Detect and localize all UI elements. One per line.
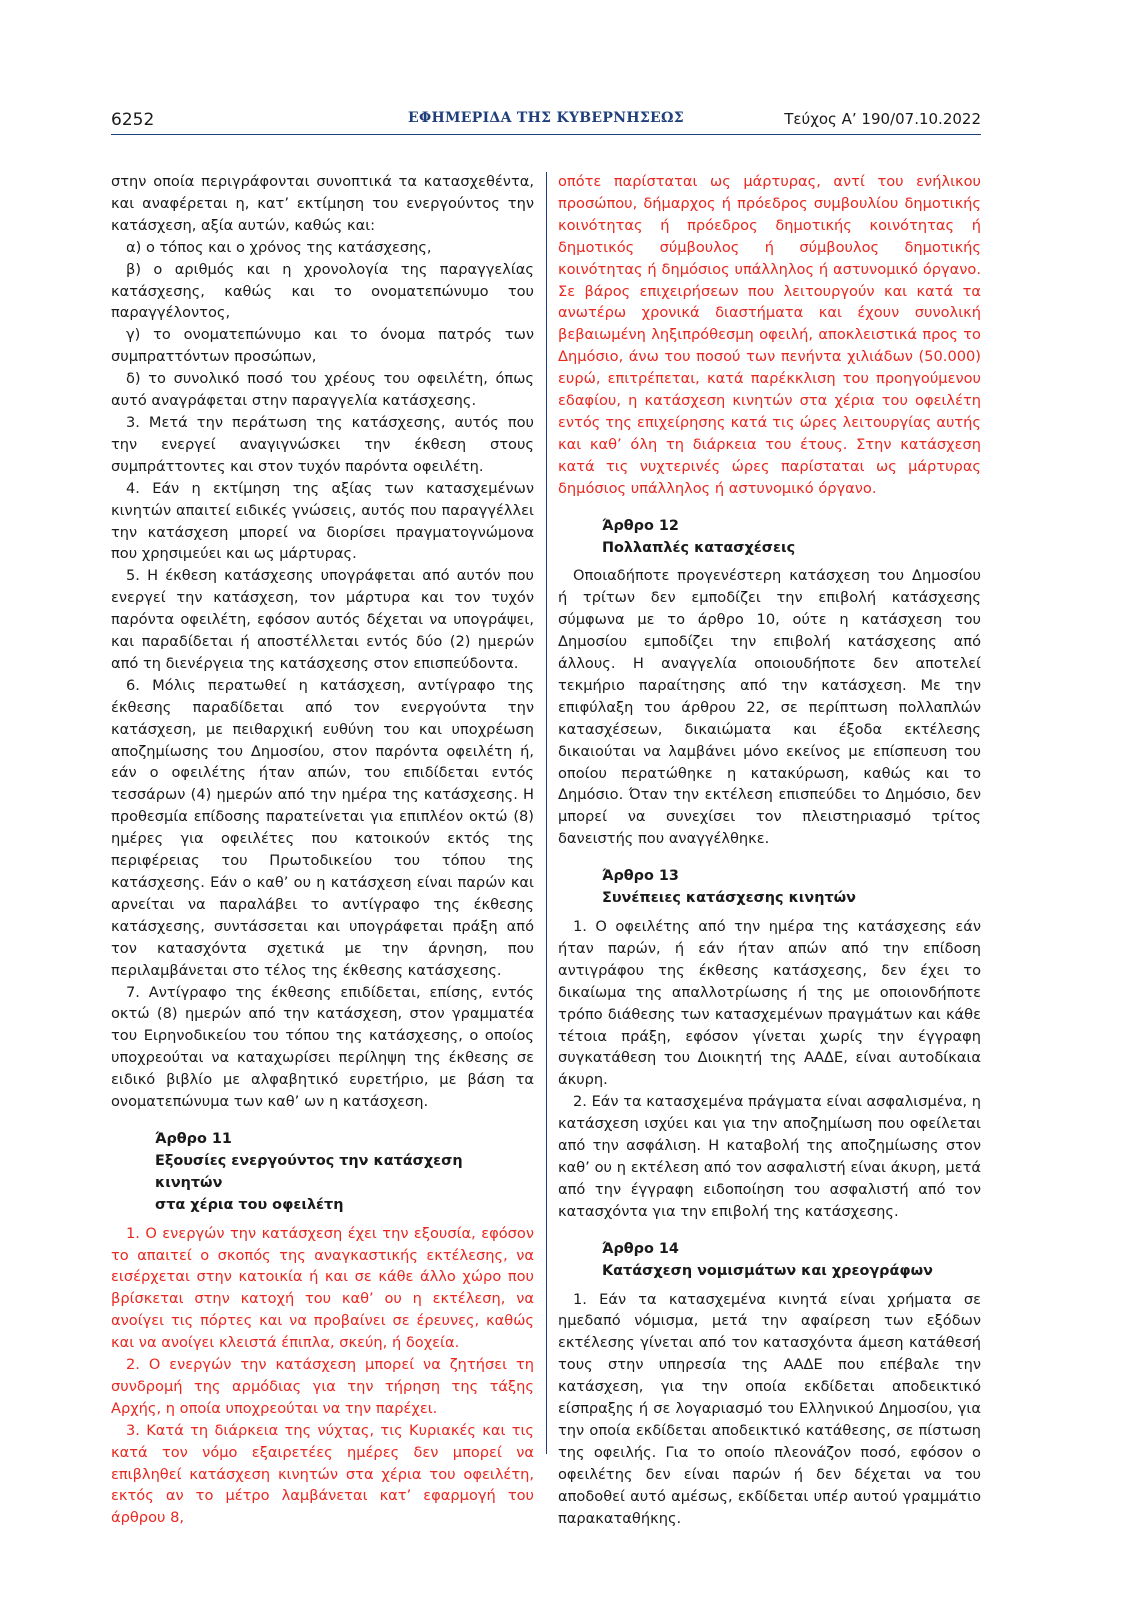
right-column [558,171,981,1529]
paragraph: Οποιαδήποτε προγενέστερη κατάσχεση του Δημοσίου ή τρίτων δεν εμποδίζει την επιβολή κατάσχεσης σύμφωνα με το άρθρο 10, ούτε η κατάσχεση του Δημοσίου εμποδίζει την επιβολή κατάσχεσης από άλλους. Η αναγγελία οποιουδήποτε δεν αποτελεί τεκμήριο παραίτησης από την κατάσχεση. Με την επιφύλαξη του άρθρου 22, σε περίπτωση πολλαπλών κατασχέσεων, δικαιώματα και έξοδα εκτέλεσης δικαιούται να λαμβάνει μόνο εκείνος με επίσπευση του οποίου περατώθηκε η κατακύρωση, καθώς και το Δημόσιο. Όταν την εκτέλεση επισπεύδει το Δημόσιο, δεν μπορεί να συνεχίσει τον πλειστηριασμό τρίτος δανειστής που αναγγέλθηκε. [558,567,981,848]
paragraph: 7. Αντίγραφο της έκθεσης επιδίδεται, επίσης, εντός οκτώ (8) ημερών από την κατάσχεση, στον γραμματέα του Ειρηνοδικείου του τόπου της κατάσχεσης, ο οποίος υποχρεούται να καταχωρίσει περίληψη της έκθεσης σε ειδικό βιβλίο με αλφαβητικό ευρετήριο, με βάση τα ονοματεπώνυμα των καθ’ ων η κατάσχεση. [111,983,534,1111]
article-13-heading [558,866,981,910]
article-11-heading [111,1129,534,1217]
article-14-heading [558,1239,981,1283]
paragraph: 2. Εάν τα κατασχεμένα πράγματα είναι ασφαλισμένα, η κατάσχεση ισχύει και για την αποζημίωση που οφείλεται από την ασφάλιση. Η καταβολή της αποζημίωσης στον καθ’ ου η εκτέλεση από τον ασφαλιστή είναι άκυρη, μετά από την έγγραφη ειδοποίηση του ασφαλιστή από τον κατασχόντα για την επιβολή της κατάσχεσης. [558,1093,981,1220]
paragraph: 4. Εάν η εκτίμηση της αξίας των κατασχεμένων κινητών απαιτεί ειδικές γνώσεις, αυτός που παραγγέλλει την κατάσχεση μπορεί να διορίσει πραγματογνώμονα που χρησιμεύει και ως μάρτυρας. [111,479,534,563]
paragraph: 6. Μόλις περατωθεί η κατάσχεση, αντίγραφο της έκθεσης παραδίδεται από τον ενεργούντα την κατάσχεση, με πειθαρχική ευθύνη του και υποχρέωση αποζημίωσης του Δημοσίου, στον παρόντα οφειλέτη ή, εάν ο οφειλέτης ήταν απών, του επιδίδεται εντός τεσσάρων (4) ημερών από την ημέρα της κατάσχεσης. Η προθεσμία επίδοσης παρατείνεται για επιπλέον οκτώ (8) ημέρες για οφειλέτες που κατοικούν εκτός της περιφέρειας του Πρωτοδικείου του τόπου της κατάσχεσης. Εάν ο καθ’ ου η κατάσχεση είναι παρών και αρνείται να παραλάβει το αντίγραφο της έκθεσης κατάσχεσης, συντάσσεται και υπογράφεται πράξη από τον κατασχόντα σχετικά με την άρνηση, που περιλαμβάνεται στο τέλος της έκθεσης κατάσχεσης. [111,676,534,979]
article-number: Άρθρο 11 [155,1130,232,1147]
article-number: Άρθρο 12 [602,517,679,534]
article-title: Εξουσίες ενεργούντος την κατάσχεση κινητών [155,1152,463,1191]
paragraph: δ) το συνολικό ποσό του χρέους του οφειλέτη, όπως αυτό αναγράφεται στην παραγγελία κατάσχεσης. [111,370,534,410]
paragraph: 3. Μετά την περάτωση της κατάσχεσης, αυτός που την ενεργεί αναγιγνώσκει την έκθεση στους συμπράττοντες και στον τυχόν παρόντα οφειλέτη. [111,413,534,475]
article-title: Κατάσχεση νομισμάτων και χρεογράφων [602,1262,933,1279]
article-title: στα χέρια του οφειλέτη [155,1196,344,1213]
article-title: Συνέπειες κατάσχεσης κινητών [602,890,856,907]
article-number: Άρθρο 14 [602,1240,679,1257]
page-number: 6252 [111,110,155,130]
column-divider [546,172,547,1454]
paragraph: 1. Ο οφειλέτης από την ημέρα της κατάσχεσης εάν ήταν παρών, ή εάν ήταν απών από την επίδοση αντιγράφου της έκθεσης κατάσχεσης, δεν έχει το δικαίωμα της απαλλοτρίωσης ή της με οποιονδήποτε τρόπο διάθεσης των κατασχεμένων πραγμάτων και κάθε τέτοια πράξη, εφόσον γίνεται χωρίς την έγγραφη συγκατάθεση του Διοικητή της ΑΑΔΕ, είναι αυτοδίκαια άκυρη. [558,918,981,1089]
article-title: Πολλαπλές κατασχέσεις [602,539,796,556]
amended-paragraph: 1. Ο ενεργών την κατάσχεση έχει την εξουσία, εφόσον το απαιτεί ο σκοπός της αναγκαστικής εκτέλεσης, να εισέρχεται στην κατοικία ή και σε κάθε άλλο χώρο που βρίσκεται στην κατοχή του καθ’ ου η εκτέλεση, να ανοίγει τις πόρτες και να προβαίνει σε έρευνες, καθώς και να ανοίγει κλειστά έπιπλα, σκεύη, ή δοχεία. [111,1224,534,1352]
paragraph: στην οποία περιγράφονται συνοπτικά τα κατασχεθέντα, και αναφέρεται η, κατ’ εκτίμηση του ενεργούντος την κατάσχεση, αξία αυτών, καθώς και: [111,173,534,234]
left-column [111,171,534,1529]
amended-paragraph: 3. Κατά τη διάρκεια της νύχτας, τις Κυριακές και τις κατά τον νόμο εξαιρετέες ημέρες δεν μπορεί να επιβληθεί κατάσχεση κινητών στα χέρια του οφειλέτη, εκτός αν το μέτρο λαμβάνεται κατ’ εφαρμογή του άρθρου 8, [111,1421,534,1527]
amended-paragraph: 2. Ο ενεργών την κατάσχεση μπορεί να ζητήσει τη συνδρομή της αρμόδιας για την τήρηση της τάξης Αρχής, η οποία υποχρεούται να την παρέχει. [111,1356,534,1417]
header-divider [111,134,981,135]
page-header [111,110,981,136]
article-12-heading [558,516,981,560]
paragraph: β) ο αριθμός και η χρονολογία της παραγγελίας κατάσχεσης, καθώς και το ονοματεπώνυμο του παραγγέλοντος, [111,260,534,322]
paragraph: γ) το ονοματεπώνυμο και το όνομα πατρός των συμπραττόντων προσώπων, [111,326,534,366]
article-number: Άρθρο 13 [602,868,679,885]
paragraph: 1. Εάν τα κατασχεμένα κινητά είναι χρήματα σε ημεδαπό νόμισμα, μετά την αφαίρεση των εξόδων εκτέλεσης γίνεται από τον κατασχόντα άμεση κατάθεσή τους στην υπηρεσία της ΑΑΔΕ που επέβαλε την κατάσχεση, για την οποία εκδίδεται αποδεικτικό είσπραξης ή σε λογαριασμό του Ελληνικού Δημοσίου, για την οποία εκδίδεται αποδεικτικό κατάθεσης, σε πίστωση της οφειλής. Για το οποίο πλεονάζον ποσό, εφόσον ο οφειλέτης δεν είναι παρών ή δεν δέχεται να του αποδοθεί αυτό αμέσως, εκδίδεται υπέρ αυτού γραμμάτιο παρακαταθήκης. [558,1290,981,1527]
paragraph: α) ο τόπος και ο χρόνος της κατάσχεσης, [126,238,432,256]
amended-paragraph: οπότε παρίσταται ως μάρτυρας, αντί του ενήλικου προσώπου, δήμαρχος ή πρόεδρος συμβουλίου δημοτικής κοινότητας ή πρόεδρος δημοτικής κοινότητας ή δημοτικός σύμβουλος ή σύμβουλος δημοτικής κοινότητας ή δημόσιος υπάλληλος ή αστυνομικό όργανο. Σε βάρος επιχειρήσεων που λειτουργούν και κατά τα ανωτέρω χρονικά διαστήματα και έχουν συνολική βεβαιωμένη ληξιπρόθεσμη οφειλή, αποκλειστικά προς το Δημόσιο, άνω του ποσού των πενήντα χιλιάδων (50.000) ευρώ, επιτρέπεται, κατά παρέκκλιση του προηγούμενου εδαφίου, η κατάσχεση κινητών στα χέρια του οφειλέτη εντός της επιχείρησης κατά τις ώρες λειτουργίας αυτής και καθ’ όλη τη διάρκεια του έτους. Στην κατάσχεση κατά τις νυχτερινές ώρες παρίσταται ως μάρτυρας δημόσιος υπάλληλος ή αστυνομικό όργανο. [558,173,981,497]
paragraph: 5. Η έκθεση κατάσχεσης υπογράφεται από αυτόν που ενεργεί την κατάσχεση, τον μάρτυρα και τον τυχόν παρόντα οφειλέτη, εφόσον αυτός δέχεται να υπογράψει, και παραδίδεται ή αποστέλλεται εντός δύο (2) ημερών από τη διενέργεια της κατάσχεσης στον επισπεύδοντα. [111,567,534,672]
issue-reference: Τεύχος Α’ 190/07.10.2022 [784,110,981,128]
journal-title: ΕΦΗΜΕΡΙΔΑ ΤΗΣ ΚΥΒΕΡΝΗΣΕΩΣ [407,110,684,126]
